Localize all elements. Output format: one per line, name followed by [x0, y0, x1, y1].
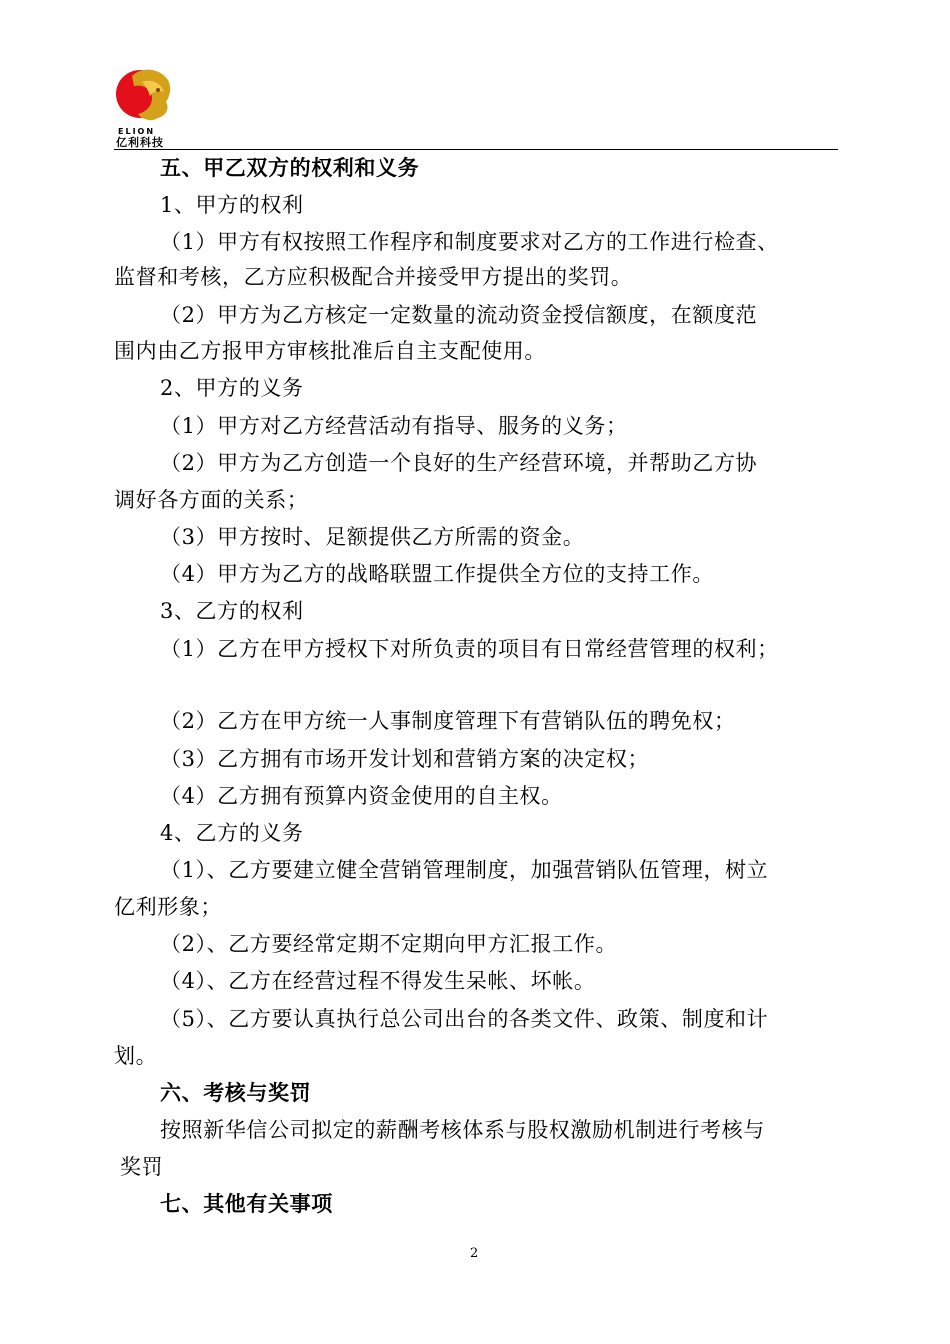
paragraph-line: 奖罚 [120, 1155, 164, 1179]
section-heading: 六、考核与奖罚 [160, 1081, 312, 1105]
paragraph-line: 按照新华信公司拟定的薪酬考核体系与股权激励机制进行考核与 [160, 1118, 765, 1142]
paragraph-line: （1）甲方有权按照工作程序和制度要求对乙方的工作进行检查、 [160, 230, 779, 254]
paragraph-line: （4）乙方拥有预算内资金使用的自主权。 [160, 784, 563, 808]
lion-logo-icon [112, 62, 174, 128]
subsection-heading: 4、乙方的义务 [160, 821, 304, 845]
paragraph-line: （5）、乙方要认真执行总公司出台的各类文件、政策、制度和计 [160, 1007, 769, 1031]
paragraph-line: 围内由乙方报甲方审核批准后自主支配使用。 [114, 339, 546, 363]
paragraph-line: 监督和考核，乙方应积极配合并接受甲方提出的奖罚。 [114, 265, 633, 289]
paragraph-line: （1）、乙方要建立健全营销管理制度，加强营销队伍管理，树立 [160, 858, 769, 882]
page-number: 2 [470, 1246, 479, 1261]
paragraph-line: （2）甲方为乙方核定一定数量的流动资金授信额度，在额度范 [160, 303, 758, 327]
paragraph-line: （2）甲方为乙方创造一个良好的生产经营环境，并帮助乙方协 [160, 451, 758, 475]
section-heading: 七、其他有关事项 [160, 1192, 333, 1216]
subsection-heading: 1、甲方的权利 [160, 193, 304, 217]
paragraph-line: 划。 [114, 1044, 158, 1068]
subsection-heading: 3、乙方的权利 [160, 599, 304, 623]
paragraph-line: （1）乙方在甲方授权下对所负责的项目有日常经营管理的权利； [160, 637, 779, 661]
paragraph-line: （4）甲方为乙方的战略联盟工作提供全方位的支持工作。 [160, 562, 714, 586]
section-heading: 五、甲乙双方的权利和义务 [160, 156, 420, 180]
paragraph-line: 亿利形象； [114, 895, 222, 919]
paragraph-line: 调好各方面的关系； [114, 488, 309, 512]
paragraph-line: （3）甲方按时、足额提供乙方所需的资金。 [160, 525, 585, 549]
logo-text-cn: 亿利科技 [116, 136, 164, 149]
header-divider [114, 149, 838, 150]
paragraph-line: （1）甲方对乙方经营活动有指导、服务的义务； [160, 414, 628, 438]
paragraph-line: （4）、乙方在经营过程不得发生呆帐、坏帐。 [160, 969, 596, 993]
paragraph-line: （2）乙方在甲方统一人事制度管理下有营销队伍的聘免权； [160, 709, 736, 733]
paragraph-line: （3）乙方拥有市场开发计划和营销方案的决定权； [160, 747, 650, 771]
subsection-heading: 2、甲方的义务 [160, 376, 304, 400]
logo-text-en: ELION [118, 127, 156, 136]
paragraph-line: （2）、乙方要经常定期不定期向甲方汇报工作。 [160, 932, 618, 956]
